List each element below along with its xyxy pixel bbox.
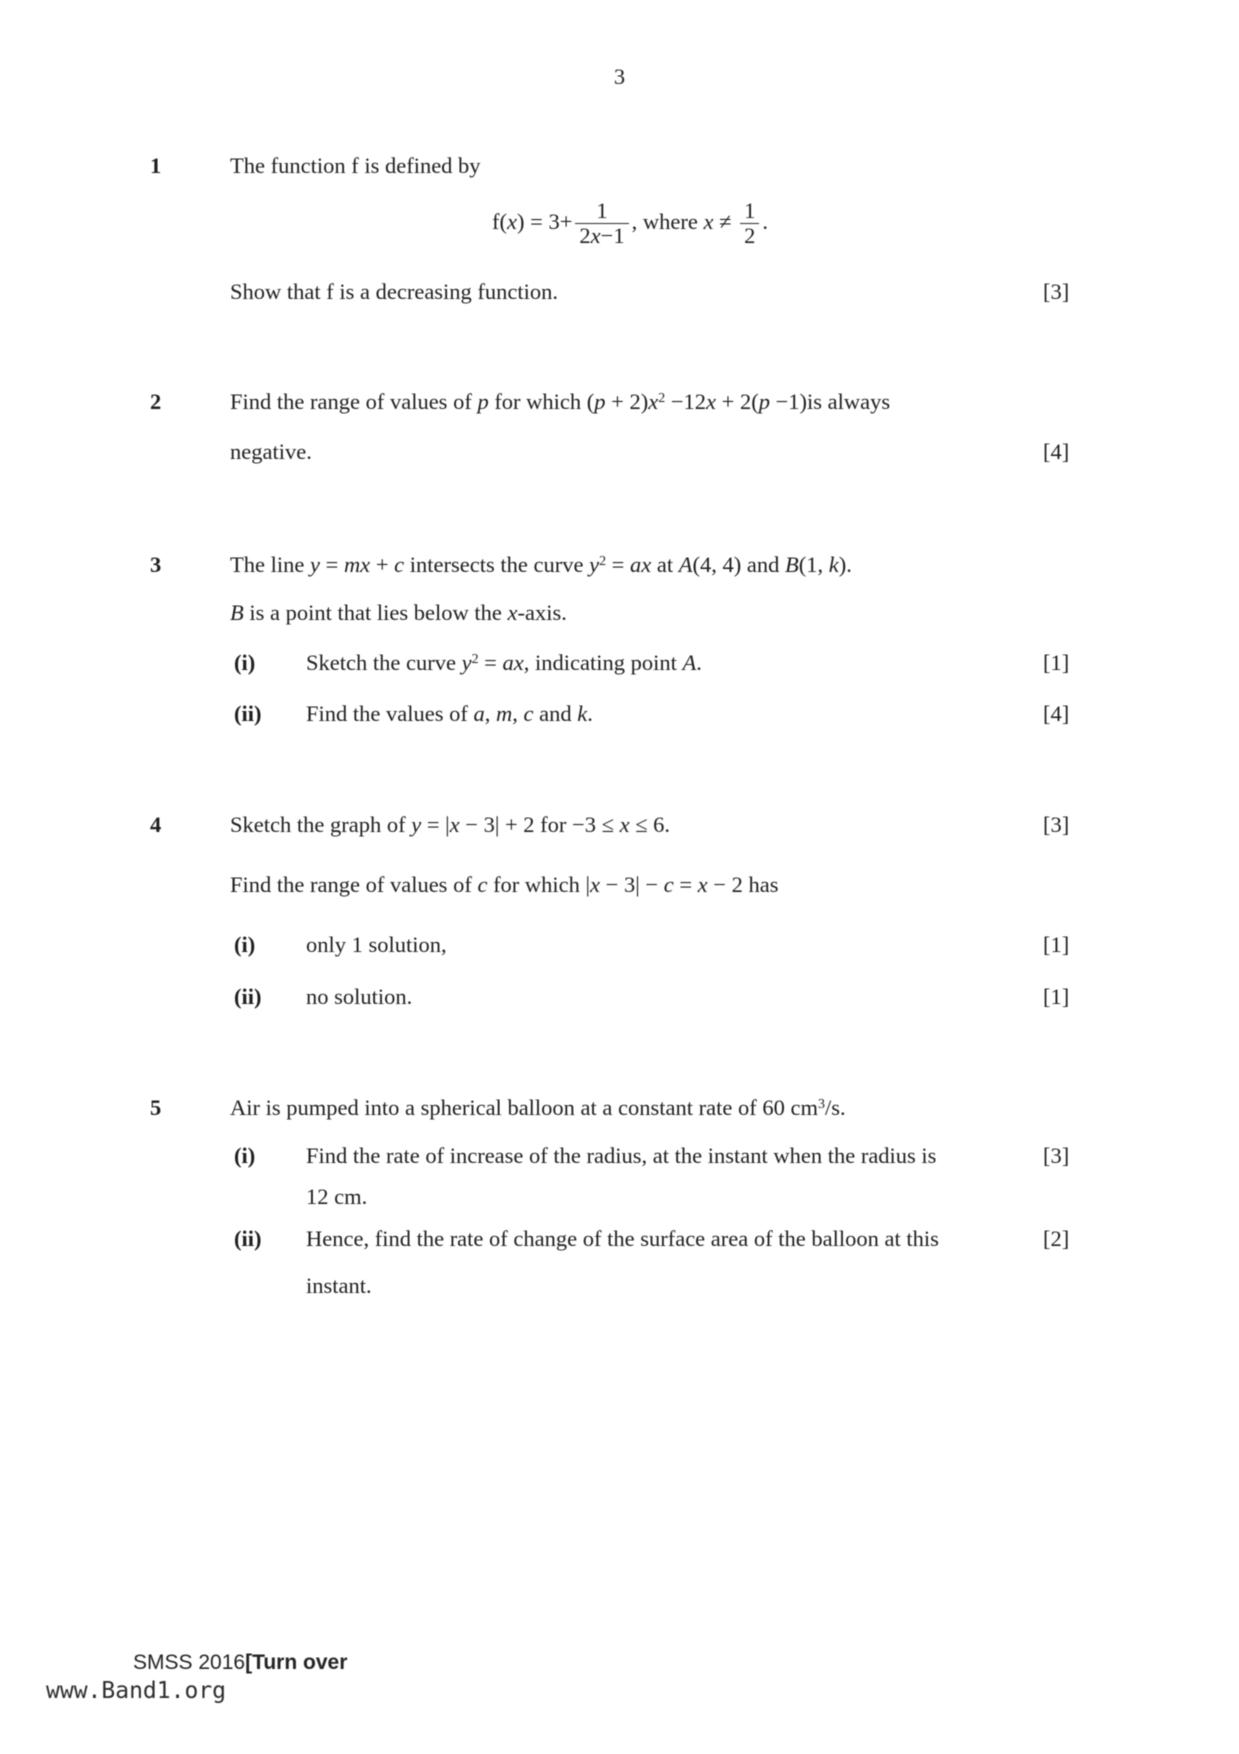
seg-rm: , <box>512 701 524 726</box>
q5-part-ii-row <box>0 1223 1239 1255</box>
fraction-numerator: 1 <box>596 198 608 223</box>
math-var: x <box>449 812 460 837</box>
seg-rm: = <box>673 872 698 897</box>
math-var: x <box>697 872 708 897</box>
q2-line1-row <box>0 386 1239 418</box>
q5-part-i-label: (i) <box>234 1143 256 1168</box>
footer <box>133 1650 347 1676</box>
q5-part-ii-line2: instant. <box>306 1273 372 1298</box>
q4-part-i-text: only 1 solution, <box>306 932 447 957</box>
q4-part-ii-label: (ii) <box>234 984 262 1009</box>
seg-rm: Air is pumped into a spherical balloon at a constant rate of 60 cm <box>230 1095 818 1120</box>
q1-task-row <box>0 276 1239 308</box>
fraction <box>572 199 631 249</box>
seg-rm: Sketch the graph of <box>230 812 412 837</box>
q1-formula <box>250 199 1010 249</box>
watermark-url: www.Band1.org <box>46 1678 227 1704</box>
seg-rm: ) = 3+ <box>517 208 573 234</box>
seg-rm: −1 <box>600 223 625 249</box>
seg-rm: Find the range of values of <box>230 389 478 414</box>
seg-rm: ). <box>838 552 852 577</box>
q5-line1-row <box>0 1092 1239 1124</box>
seg-rm: (1, <box>798 552 829 577</box>
seg-rm: . <box>762 208 768 234</box>
q3-part-i-row <box>0 647 1239 679</box>
q3-part-i-text <box>306 647 702 683</box>
math-var: p <box>594 389 606 414</box>
q5-part-i-row2 <box>0 1181 1239 1213</box>
seg-rm: + 2) <box>605 389 649 414</box>
seg-rm: f( <box>492 208 508 234</box>
seg-rm: ≤ 6. <box>629 812 671 837</box>
seg-rm: . <box>696 650 702 675</box>
q2-line2-row <box>0 436 1239 468</box>
seg-rm: + <box>370 552 395 577</box>
seg-rm: 2 <box>579 223 591 249</box>
seg-rm: Find the values of <box>306 701 474 726</box>
q5-part-i-marks: [3] <box>1043 1143 1070 1168</box>
seg-rm: + 2( <box>716 389 759 414</box>
q1-marks: [3] <box>1043 279 1070 304</box>
turn-over-label: [Turn over <box>245 1651 348 1674</box>
seg-rm: ≠ <box>713 208 738 234</box>
seg-rm: (4, 4) and <box>692 552 785 577</box>
q3-part-ii-label: (ii) <box>234 701 262 726</box>
math-var: ax <box>502 650 524 675</box>
seg-rm: − 3| − <box>600 872 664 897</box>
q5-number: 5 <box>150 1095 162 1120</box>
seg-rm: , indicating point <box>523 650 683 675</box>
fraction <box>737 199 762 249</box>
q3-part-ii-text <box>306 698 593 730</box>
q4-line2-text <box>230 869 778 901</box>
math-var: x <box>590 223 601 249</box>
q3-line2-text <box>230 597 567 629</box>
seg-rm: = <box>606 552 630 577</box>
q5-part-ii-label: (ii) <box>234 1226 262 1251</box>
q4-part-ii-row <box>0 981 1239 1013</box>
fraction-denominator <box>575 223 628 248</box>
q4-line1-row <box>0 809 1239 841</box>
q3-part-ii-row <box>0 698 1239 730</box>
math-var: p <box>477 389 489 414</box>
q3-part-ii-marks: [4] <box>1043 701 1070 726</box>
q4-part-i-label: (i) <box>234 932 256 957</box>
seg-rm: for which ( <box>488 389 595 414</box>
math-var: x <box>590 872 601 897</box>
q2-marks: [4] <box>1043 439 1070 464</box>
fraction-denominator: 2 <box>740 223 759 248</box>
math-var: A <box>678 552 693 577</box>
seg-rm: , where <box>631 208 704 234</box>
math-var: c <box>523 701 534 726</box>
q4-number: 4 <box>150 812 162 837</box>
footer-school-year: SMSS 2016 <box>133 1651 246 1674</box>
q4-part-i-row <box>0 929 1239 961</box>
q4-marks: [3] <box>1043 812 1070 837</box>
fraction-numerator: 1 <box>744 198 756 223</box>
q1-intro-row <box>0 150 1239 182</box>
math-var: c <box>663 872 674 897</box>
seg-rm: − 3| + 2 for −3 ≤ <box>459 812 620 837</box>
math-var: m <box>495 701 513 726</box>
q5-part-i-line1: Find the rate of increase of the radius, at the instant when the radius is <box>306 1143 937 1168</box>
q4-line1-text <box>230 809 670 841</box>
q4-part-ii-marks: [1] <box>1043 984 1070 1009</box>
math-var: x <box>507 600 518 625</box>
seg-rm: The line <box>230 552 310 577</box>
seg-rm: is always <box>807 389 891 414</box>
seg-rm: −12 <box>665 389 707 414</box>
math-var: x <box>703 208 714 234</box>
math-var: y <box>411 812 422 837</box>
seg-rm: /s. <box>824 1095 846 1120</box>
math-var: k <box>828 552 839 577</box>
seg-rm: is a point that lies below the <box>243 600 508 625</box>
q5-part-ii-marks: [2] <box>1043 1226 1070 1251</box>
math-var: A <box>682 650 697 675</box>
seg-rm: intersects the curve <box>404 552 590 577</box>
math-var: B <box>784 552 799 577</box>
seg-rm: . <box>587 701 593 726</box>
superscript: 3 <box>817 1097 825 1113</box>
q2-line2-text: negative. <box>230 439 312 464</box>
q3-part-i-label: (i) <box>234 650 256 675</box>
math-var: y <box>589 552 600 577</box>
math-var: k <box>577 701 588 726</box>
q4-line2-row <box>0 869 1239 901</box>
q4-part-ii-text: no solution. <box>306 984 413 1009</box>
math-var: x <box>507 208 518 234</box>
seg-rm: − 2 has <box>707 872 779 897</box>
seg-rm: = | <box>421 812 450 837</box>
seg-rm: and <box>533 701 578 726</box>
math-var: a <box>473 701 485 726</box>
superscript: 2 <box>599 554 607 570</box>
seg-rm: for which | <box>487 872 591 897</box>
seg-rm: at <box>651 552 679 577</box>
q3-part-i-marks: [1] <box>1043 650 1070 675</box>
q5-part-i-line2: 12 cm. <box>306 1184 368 1209</box>
page-number: 3 <box>613 64 626 89</box>
math-var: c <box>477 872 488 897</box>
q1-intro-text: The function f is defined by <box>230 153 481 178</box>
seg-rm: , <box>484 701 496 726</box>
q1-number: 1 <box>150 153 162 178</box>
superscript: 2 <box>658 391 666 407</box>
math-var: x <box>648 389 659 414</box>
math-var: p <box>758 389 770 414</box>
q2-number: 2 <box>150 389 162 414</box>
q5-part-i-row <box>0 1140 1239 1172</box>
math-var: c <box>394 552 405 577</box>
seg-rm: −1) <box>769 389 808 414</box>
seg-rm: = <box>478 650 503 675</box>
seg-rm: = <box>319 552 344 577</box>
seg-rm: Sketch the curve <box>306 650 462 675</box>
q1-task-text: Show that f is a decreasing function. <box>230 279 559 304</box>
math-var: x <box>619 812 630 837</box>
math-var: x <box>706 389 717 414</box>
q3-line2-row <box>0 597 1239 629</box>
math-var: y <box>309 552 320 577</box>
q3-line1-text <box>230 549 852 585</box>
math-var: mx <box>343 552 371 577</box>
q3-line1-row <box>0 549 1239 581</box>
superscript: 2 <box>471 652 479 668</box>
q3-number: 3 <box>150 552 162 577</box>
q5-line1-text <box>230 1092 846 1128</box>
q5-part-ii-line1: Hence, find the rate of change of the surface area of the balloon at this <box>306 1226 939 1251</box>
q5-part-ii-row2 <box>0 1270 1239 1302</box>
q4-part-i-marks: [1] <box>1043 932 1070 957</box>
q2-line1-text <box>230 386 890 422</box>
math-var: y <box>461 650 472 675</box>
seg-rm: Find the range of values of <box>230 872 478 897</box>
math-var: B <box>230 600 244 625</box>
math-var: ax <box>629 552 652 577</box>
seg-rm: -axis. <box>517 600 567 625</box>
